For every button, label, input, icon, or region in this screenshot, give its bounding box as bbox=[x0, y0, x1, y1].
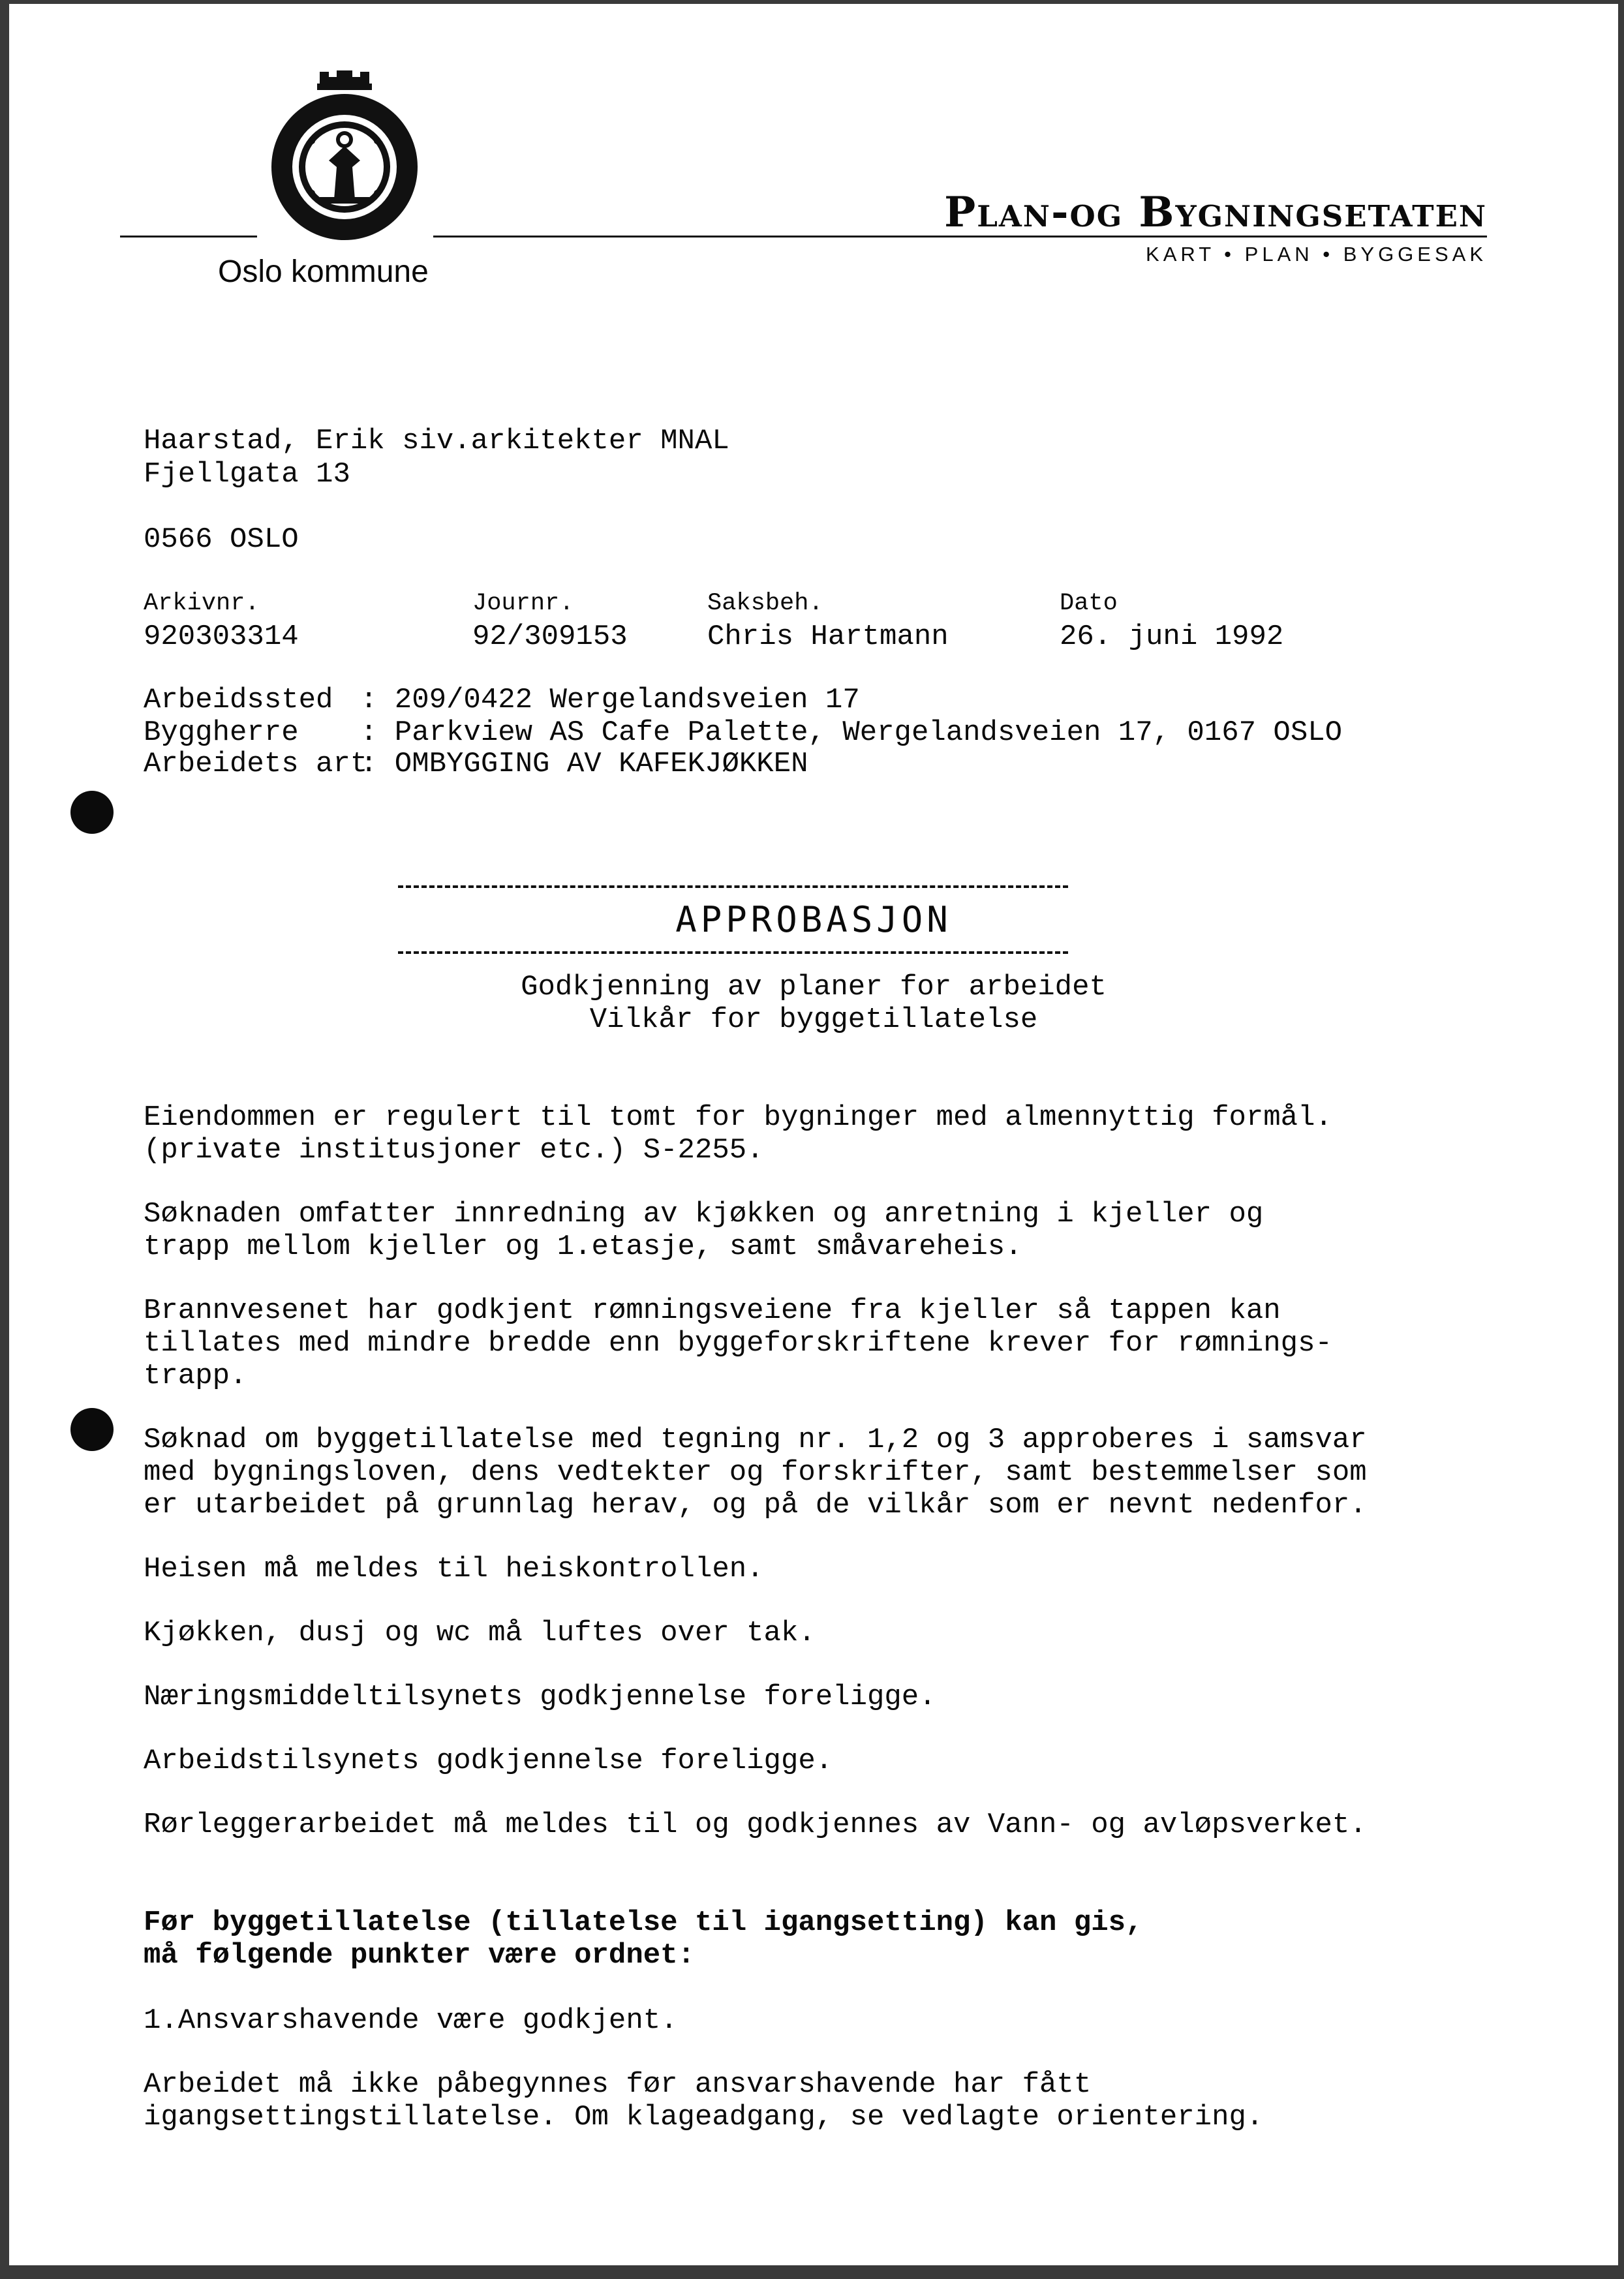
document-subtitle-1: Godkjenning av planer for arbeidet bbox=[521, 971, 1107, 1003]
owner-value: : Parkview AS Cafe Palette, Wergelandsveien 17, 0167 OSLO bbox=[360, 716, 1343, 749]
punch-hole-top bbox=[70, 791, 114, 834]
date-label: Dato bbox=[1060, 590, 1118, 617]
handler-label: Saksbeh. bbox=[707, 590, 823, 617]
paragraph-start-l1: Arbeidet må ikke påbegynnes før ansvarshavende har fått bbox=[144, 2068, 1092, 2101]
journal-label: Journr. bbox=[472, 590, 574, 617]
paragraph-fire-l2: tillates med mindre bredde enn byggeforskriftene krever for rømnings- bbox=[144, 1327, 1332, 1360]
site-label: Arbeidssted bbox=[144, 684, 333, 716]
paragraph-conditions-l2: må følgende punkter være ordnet: bbox=[144, 1939, 695, 1972]
paragraph-fire-l1: Brannvesenet har godkjent rømningsveiene fra kjeller så tappen kan bbox=[144, 1294, 1281, 1327]
handler-value: Chris Hartmann bbox=[707, 620, 949, 653]
journal-value: 92/309153 bbox=[472, 620, 628, 653]
worktype-label: Arbeidets art bbox=[144, 748, 368, 780]
archive-value: 920303314 bbox=[144, 620, 299, 653]
paragraph-plumbing: Rørleggerarbeidet må meldes til og godkjennes av Vann- og avløpsverket. bbox=[144, 1809, 1367, 1841]
municipality-name: Oslo kommune bbox=[218, 254, 429, 289]
title-rule-bottom bbox=[398, 951, 1068, 954]
paragraph-start-l2: igangsettingstillatelse. Om klageadgang, se vedlagte orientering. bbox=[144, 2101, 1264, 2134]
title-rule-top bbox=[398, 885, 1068, 888]
paragraph-elevator: Heisen må meldes til heiskontrollen. bbox=[144, 1553, 764, 1585]
paragraph-zoning-l1: Eiendommen er regulert til tomt for bygninger med almennyttig formål. bbox=[144, 1101, 1332, 1134]
paragraph-food-authority: Næringsmiddeltilsynets godkjennelse foreligge. bbox=[144, 1681, 936, 1713]
paragraph-ventilation: Kjøkken, dusj og wc må luftes over tak. bbox=[144, 1617, 816, 1649]
worktype-value: : OMBYGGING AV KAFEKJØKKEN bbox=[360, 748, 808, 780]
paragraph-responsible: 1.Ansvarshavende være godkjent. bbox=[144, 2004, 678, 2037]
paragraph-approval-l2: med bygningsloven, dens vedtekter og forskrifter, samt bestemmelser som bbox=[144, 1456, 1367, 1489]
document-subtitle-2: Vilkår for byggetillatelse bbox=[589, 1003, 1038, 1036]
agency-subtitle: KART • PLAN • BYGGESAK bbox=[1146, 243, 1487, 266]
punch-hole-bottom bbox=[70, 1408, 114, 1451]
site-value: : 209/0422 Wergelandsveien 17 bbox=[360, 684, 860, 716]
paragraph-approval-l3: er utarbeidet på grunnlag herav, og på de vilkår som er nevnt nedenfor. bbox=[144, 1489, 1367, 1522]
owner-label: Byggherre bbox=[144, 716, 299, 749]
paragraph-approval-l1: Søknad om byggetillatelse med tegning nr. 1,2 og 3 approberes i samsvar bbox=[144, 1424, 1367, 1456]
archive-label: Arkivnr. bbox=[144, 590, 260, 617]
header-rule-left bbox=[120, 236, 257, 237]
recipient-postal: 0566 OSLO bbox=[144, 523, 299, 556]
paragraph-application-l2: trapp mellom kjeller og 1.etasje, samt småvareheis. bbox=[144, 1231, 1022, 1263]
document-title: APPROBASJON bbox=[675, 899, 952, 940]
paragraph-conditions-l1: Før byggetillatelse (tillatelse til igangsetting) kan gis, bbox=[144, 1906, 1143, 1939]
paragraph-application-l1: Søknaden omfatter innredning av kjøkken og anretning i kjeller og bbox=[144, 1198, 1264, 1231]
oslo-seal-logo bbox=[257, 69, 432, 247]
agency-name: Plan-og Bygningsetaten bbox=[944, 188, 1487, 237]
date-value: 26. juni 1992 bbox=[1060, 620, 1284, 653]
paragraph-zoning-l2: (private institusjoner etc.) S-2255. bbox=[144, 1134, 764, 1167]
recipient-street: Fjellgata 13 bbox=[144, 458, 350, 491]
document-page bbox=[9, 4, 1618, 2265]
paragraph-labour-inspection: Arbeidstilsynets godkjennelse foreligge. bbox=[144, 1745, 833, 1777]
recipient-name: Haarstad, Erik siv.arkitekter MNAL bbox=[144, 425, 729, 457]
paragraph-fire-l3: trapp. bbox=[144, 1360, 247, 1392]
